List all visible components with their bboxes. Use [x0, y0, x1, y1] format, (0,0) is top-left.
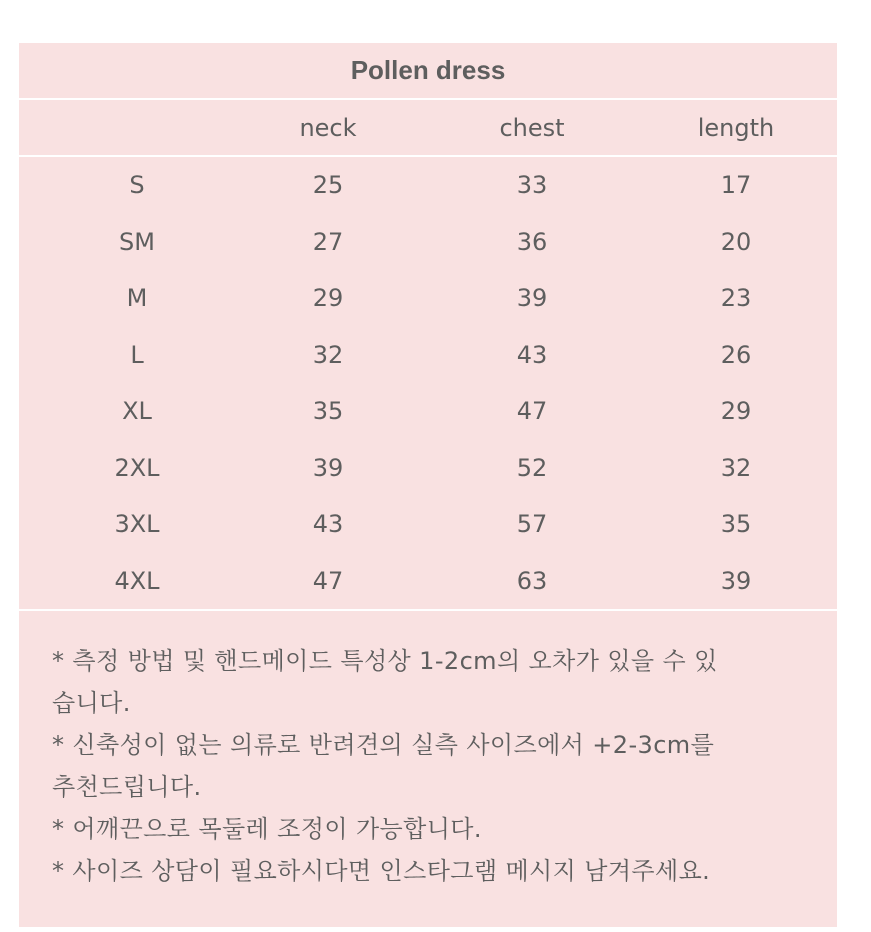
chest-cell: 57: [516, 510, 548, 538]
table-row: [19, 270, 837, 326]
header-length: length: [697, 114, 775, 142]
length-cell: 23: [720, 284, 752, 312]
length-cell: 35: [720, 510, 752, 538]
length-cell: 29: [720, 397, 752, 425]
neck-cell: 29: [312, 284, 344, 312]
header-neck: neck: [299, 114, 357, 142]
neck-cell: 43: [312, 510, 344, 538]
size-cell: 3XL: [114, 510, 160, 538]
note-line: 습니다.: [52, 689, 131, 717]
chest-cell: 39: [516, 284, 548, 312]
size-cell: S: [129, 171, 145, 199]
note-line: * 어깨끈으로 목둘레 조정이 가능합니다.: [52, 815, 482, 843]
neck-cell: 32: [312, 341, 344, 369]
table-row: [19, 327, 837, 383]
size-chart-card: [19, 43, 837, 927]
note-line: 추천드립니다.: [52, 773, 202, 801]
table-row: [19, 440, 837, 496]
length-cell: 17: [720, 171, 752, 199]
neck-cell: 27: [312, 228, 344, 256]
header-chest: chest: [499, 114, 565, 142]
length-cell: 20: [720, 228, 752, 256]
size-cell: SM: [119, 228, 155, 256]
size-cell: 4XL: [114, 567, 160, 595]
size-cell: M: [126, 284, 148, 312]
chest-cell: 63: [516, 567, 548, 595]
chest-cell: 33: [516, 171, 548, 199]
size-cell: XL: [122, 397, 152, 425]
note-line: * 신축성이 없는 의류로 반려견의 실측 사이즈에서 +2-3cm를: [52, 731, 715, 759]
neck-cell: 39: [312, 454, 344, 482]
table-row: [19, 383, 837, 439]
notes-section: [52, 640, 842, 892]
note-line: * 사이즈 상담이 필요하시다면 인스타그램 메시지 남겨주세요.: [52, 857, 711, 885]
chest-cell: 43: [516, 341, 548, 369]
neck-cell: 35: [312, 397, 344, 425]
length-cell: 32: [720, 454, 752, 482]
neck-cell: 25: [312, 171, 344, 199]
length-cell: 39: [720, 567, 752, 595]
neck-cell: 47: [312, 567, 344, 595]
table-row: [19, 157, 837, 213]
table-row: [19, 214, 837, 270]
table-row: [19, 553, 837, 609]
chest-cell: 52: [516, 454, 548, 482]
length-cell: 26: [720, 341, 752, 369]
size-cell: L: [130, 341, 144, 369]
table-row: [19, 496, 837, 552]
table-header-row: [19, 100, 837, 157]
size-cell: 2XL: [114, 454, 160, 482]
table-body: [19, 157, 837, 611]
table-title: Pollen dress: [19, 43, 837, 100]
chest-cell: 36: [516, 228, 548, 256]
note-line: * 측정 방법 및 핸드메이드 특성상 1-2cm의 오차가 있을 수 있: [52, 647, 718, 675]
chest-cell: 47: [516, 397, 548, 425]
